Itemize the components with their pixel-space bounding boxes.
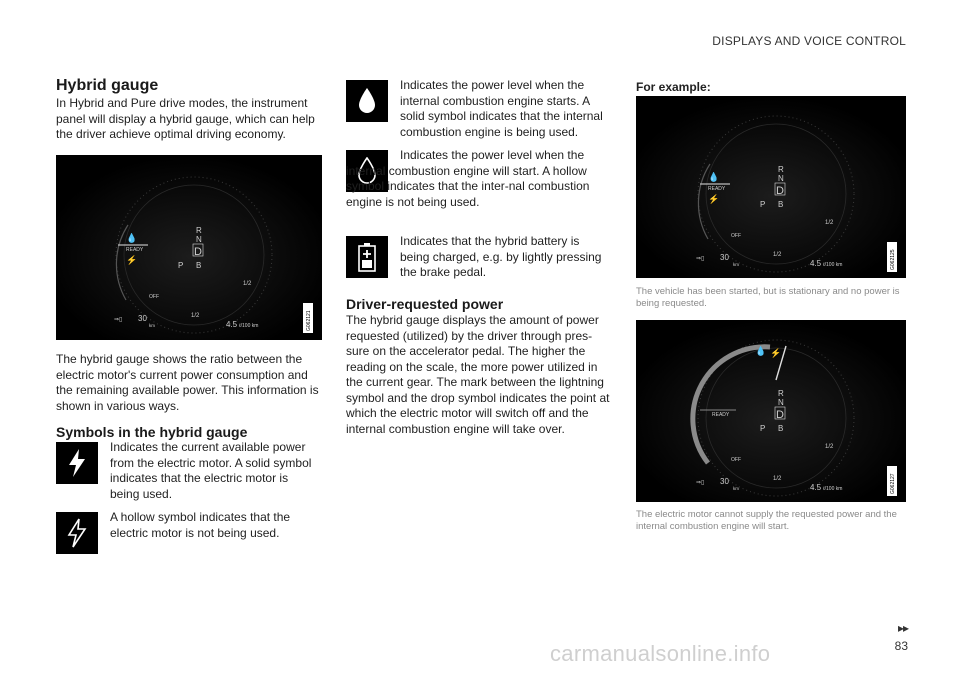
consumption-unit: ℓ/100 km (823, 262, 843, 268)
consumption-value: 4.5 (226, 320, 238, 329)
ready-label: READY (708, 186, 726, 192)
gear-p: P (760, 200, 766, 209)
speed-value: 30 (720, 253, 729, 262)
gauge-lightning-icon: ⚡ (126, 255, 138, 265)
ready-label: READY (712, 412, 730, 418)
gauge-drop-icon: 💧 (708, 172, 720, 182)
example-label: For example: (636, 80, 711, 94)
hybrid-gauge-image-2 (636, 96, 906, 278)
half-label-2: 1/2 (191, 313, 200, 319)
next-page-arrows: ▸▸ (897, 621, 908, 635)
gear-n: N (778, 174, 784, 183)
half-label-2: 1/2 (773, 476, 782, 482)
battery-plus-text: Indicates that the hybrid battery is being charged, e.g. by lightly pressing the brake pedal. (400, 234, 602, 279)
image-code: G062127 (890, 473, 896, 494)
gear-d: D (194, 246, 202, 258)
ready-label: READY (126, 247, 144, 253)
gauge-drop-icon: 💧 (755, 346, 767, 356)
gear-n: N (778, 398, 784, 407)
lightning-solid-icon (56, 442, 98, 484)
drop-solid-text: Indicates the power level when the internal combustion engine starts. A solid symbol indicates that the internal combustion engine is being used. (400, 78, 603, 139)
intro-paragraph: In Hybrid and Pure drive modes, the instrument panel will display a hybrid gauge, which can help the driver achieve optimal driving economy. (56, 96, 315, 141)
drop-solid-icon (346, 80, 388, 122)
gear-p: P (178, 261, 184, 270)
speed-value: 30 (720, 477, 729, 486)
lightning-hollow-text: A hollow symbol indicates that the electric motor is not being used. (110, 510, 291, 540)
watermark: carmanualsonline.info (550, 641, 771, 666)
off-label: OFF (731, 457, 741, 463)
gauge-lightning-icon: ⚡ (708, 194, 720, 204)
gear-d: D (776, 409, 784, 421)
gauge-graphic (636, 96, 906, 278)
consumption-value: 4.5 (810, 259, 822, 268)
gear-n: N (196, 235, 202, 244)
section-header: DISPLAYS AND VOICE CONTROL (712, 34, 906, 48)
page-number: 83 (894, 639, 908, 653)
image-code: G062121 (306, 310, 312, 331)
image-code: G062125 (890, 249, 896, 270)
off-label: OFF (149, 294, 159, 300)
consumption-unit: ℓ/100 km (239, 323, 259, 329)
off-label: OFF (731, 233, 741, 239)
gear-r: R (196, 226, 202, 235)
caption-2: The electric motor cannot supply the requested power and the internal combustion engine will start. (636, 509, 897, 532)
distance-unit: km (733, 262, 739, 267)
gear-b: B (778, 200, 784, 209)
caption-1: The vehicle has been started, but is stationary and no power is being requested. (636, 286, 900, 309)
battery-plus-icon (346, 236, 388, 278)
half-label: 1/2 (243, 281, 252, 287)
hybrid-gauge-image-1 (56, 155, 322, 340)
speed-value: 30 (138, 314, 147, 323)
gauge-lightning-icon: ⚡ (770, 348, 782, 358)
gauge-drop-icon: 💧 (126, 233, 138, 243)
driver-requested-paragraph: The hybrid gauge displays the amount of power requested (utilized) by the driver through pres-sure on the accelerator pedal. The higher the reading on the scale, the more power utilized in the current gear. The mark between the lightning symbol and the drop symbol indicates the point at which the electric motor will switch off and the internal combustion engine will take over. (346, 313, 610, 436)
fuel-indicator-icon: ⇒▯ (114, 317, 123, 323)
drop-hollow-text: Indicates the power level when the internal combustion engine will start. A hollow symbol indicates that the inter-nal combustion engine is not being used. (346, 148, 590, 209)
gear-d: D (776, 185, 784, 197)
gauge-graphic (56, 155, 322, 340)
fuel-indicator-icon: ⇒▯ (696, 256, 705, 262)
distance-unit: km (149, 323, 155, 328)
page-title: Hybrid gauge (56, 77, 159, 94)
gear-r: R (778, 165, 784, 174)
half-label-2: 1/2 (773, 252, 782, 258)
consumption-unit: ℓ/100 km (823, 486, 843, 492)
gear-b: B (778, 424, 784, 433)
distance-unit: km (733, 486, 739, 491)
fuel-indicator-icon: ⇒▯ (696, 480, 705, 486)
half-label: 1/2 (825, 220, 834, 226)
consumption-value: 4.5 (810, 483, 822, 492)
lightning-solid-text: Indicates the current available power from the electric motor. A solid symbol indicates that the electric motor is being used. (110, 440, 312, 501)
gear-p: P (760, 424, 766, 433)
description-paragraph: The hybrid gauge shows the ratio between the electric motor's current power consumption and the remaining available power. This information is shown in various ways. (56, 352, 319, 413)
gauge-graphic (636, 320, 906, 502)
hybrid-gauge-image-3 (636, 320, 906, 502)
driver-requested-heading: Driver-requested power (346, 296, 504, 312)
symbols-heading: Symbols in the hybrid gauge (56, 424, 248, 440)
half-label: 1/2 (825, 444, 834, 450)
lightning-hollow-icon (56, 512, 98, 554)
gear-b: B (196, 261, 202, 270)
gear-r: R (778, 389, 784, 398)
